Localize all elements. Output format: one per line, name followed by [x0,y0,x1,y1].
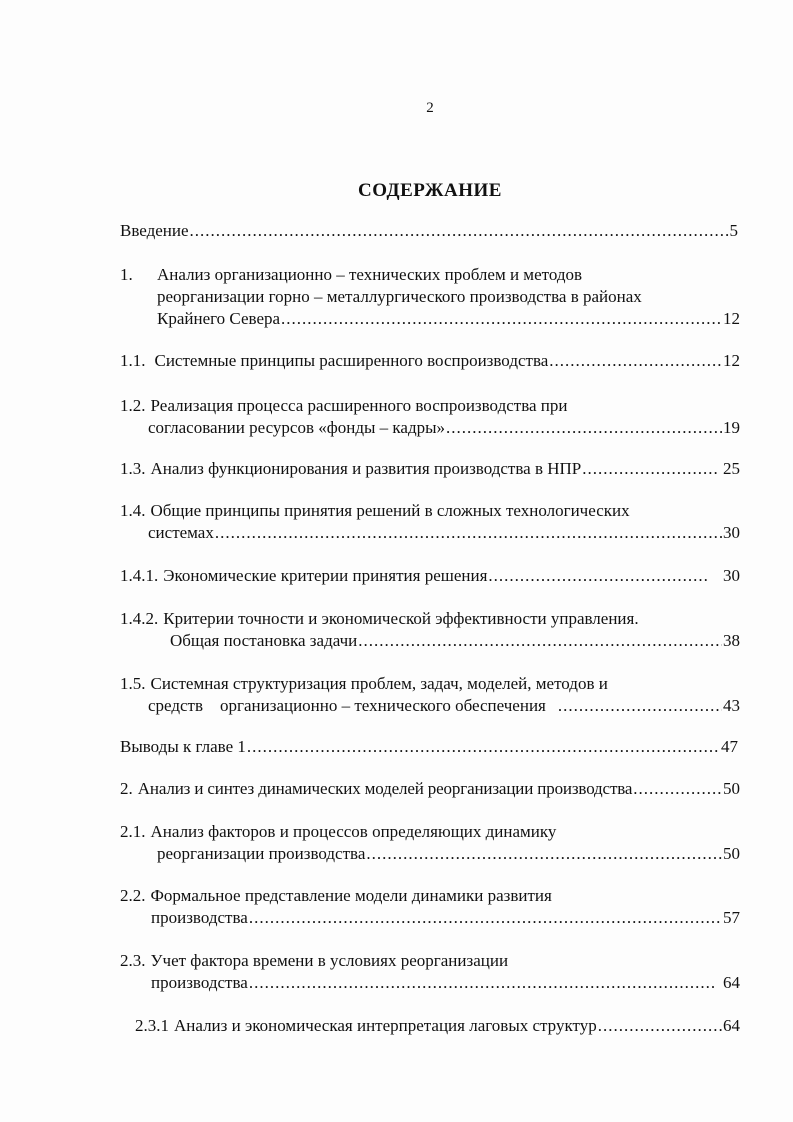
dot-leader [190,220,729,242]
toc-entry-2-2[interactable] [120,885,740,929]
dot-leader [247,736,720,758]
toc-entry-page: 50 [723,779,740,798]
toc-entry-title: Крайнего Севера [157,309,281,328]
toc-entry-title: Выводы к главе 1 [120,737,246,756]
toc-entry-number: 2.2. [120,886,146,905]
toc-entry-2[interactable] [120,778,740,800]
dot-leader [549,350,722,372]
toc-entry-page: 57 [723,908,740,927]
toc-entry-title: согласовании ресурсов «фонды – кадры» [148,418,446,437]
toc-entry-title: реорганизации горно – металлургического производства в районах [157,287,642,306]
toc-entry-1[interactable] [120,264,740,330]
toc-entry-1-4-1[interactable] [120,565,740,587]
toc-entry-1-4[interactable] [120,500,740,544]
toc-entry-page: 12 [723,309,740,328]
toc-entry-number: 1.4.2. [120,609,159,628]
toc-entry-page: 5 [729,221,738,240]
toc-title: СОДЕРЖАНИЕ [358,180,502,201]
toc-entry-title: производства [151,908,248,927]
dot-leader [281,308,722,330]
toc-entry-title: Формальное представление модели динамики развития [150,886,552,905]
toc-entry-1-2[interactable] [120,395,740,439]
toc-entry-number: 1.2. [120,396,146,415]
dot-leader [215,522,722,544]
toc-entry-title: Введение [120,221,189,240]
toc-entry-title: Реализация процесса расширенного воспроизводства при [150,396,568,415]
toc-entry-title: Анализ функционирования и развития производства в НПР [150,459,582,478]
dot-leader [249,907,722,929]
toc-entry-title: системах [148,523,214,542]
toc-entry-page: 19 [723,418,740,437]
dot-leader [598,1015,722,1037]
toc-entry-number: 2. [120,779,133,798]
toc-entry-page: 43 [723,696,740,715]
toc-entry-introduction[interactable] [120,220,738,242]
dot-leader [488,565,708,587]
toc-entry-page: 30 [723,523,740,542]
toc-entry-2-1[interactable] [120,821,740,865]
toc-entry-title: Анализ факторов и процессов определяющих динамику [150,822,557,841]
toc-entry-page: 30 [723,566,740,585]
toc-entry-number: 2.3.1 [135,1016,169,1035]
toc-entry-title: Критерии точности и экономической эффективности управления. [163,609,639,628]
toc-entry-number: 2.1. [120,822,146,841]
toc-entry-1-5[interactable] [120,673,740,717]
toc-entry-title: Системная структуризация проблем, задач, моделей, методов и [150,674,608,693]
toc-entry-page: 64 [723,973,740,992]
toc-entry-title: Общая постановка задачи [170,631,358,650]
page-number: 2 [426,100,434,116]
toc-entry-title: Экономические критерии принятия решения [163,566,488,585]
dot-leader [366,843,722,865]
toc-entry-1-3[interactable] [120,458,740,480]
toc-entry-number: 1.4. [120,501,146,520]
toc-entry-1-1[interactable] [120,350,740,372]
toc-entry-page: 38 [723,631,740,650]
toc-entry-number: 1.4.1. [120,566,159,585]
dot-leader [249,972,714,994]
toc-entry-title: Общие принципы принятия решений в сложных технологических [150,501,630,520]
toc-entry-title: средств организационно – технического обеспечения [148,696,546,715]
dot-leader [582,458,718,480]
toc-entry-number: 1. [120,265,133,284]
toc-entry-page: 47 [721,737,738,756]
toc-entry-title: Учет фактора времени в условиях реорганизации [150,951,509,970]
toc-entry-page: 50 [723,844,740,863]
dot-leader [633,778,722,800]
toc-entry-title: Анализ и синтез динамических моделей реорганизации производства [137,779,633,798]
toc-entry-2-3-1[interactable] [135,1015,740,1037]
dot-leader [446,417,722,439]
toc-entry-page: 25 [723,459,740,478]
dot-leader [358,630,722,652]
toc-entry-title: Анализ и экономическая интерпретация лаговых структур [174,1016,597,1035]
toc-entry-title: реорганизации производства [157,844,366,863]
toc-entry-number: 2.3. [120,951,146,970]
toc-entry-2-3[interactable] [120,950,740,994]
toc-entry-title: производства [151,973,248,992]
dot-leader [558,695,722,717]
toc-entry-page: 64 [723,1016,740,1035]
toc-entry-number: 1.5. [120,674,146,693]
toc-entry-chapter1-conclusions[interactable] [120,736,738,758]
toc-entry-page: 12 [723,351,740,370]
toc-entry-1-4-2[interactable] [120,608,740,652]
toc-entry-number: 1.3. [120,459,146,478]
toc-entry-title: Системные принципы расширенного воспроизводства [154,351,549,370]
toc-entry-number: 1.1. [120,351,146,370]
toc-entry-title: Анализ организационно – технических проблем и методов [157,265,582,284]
